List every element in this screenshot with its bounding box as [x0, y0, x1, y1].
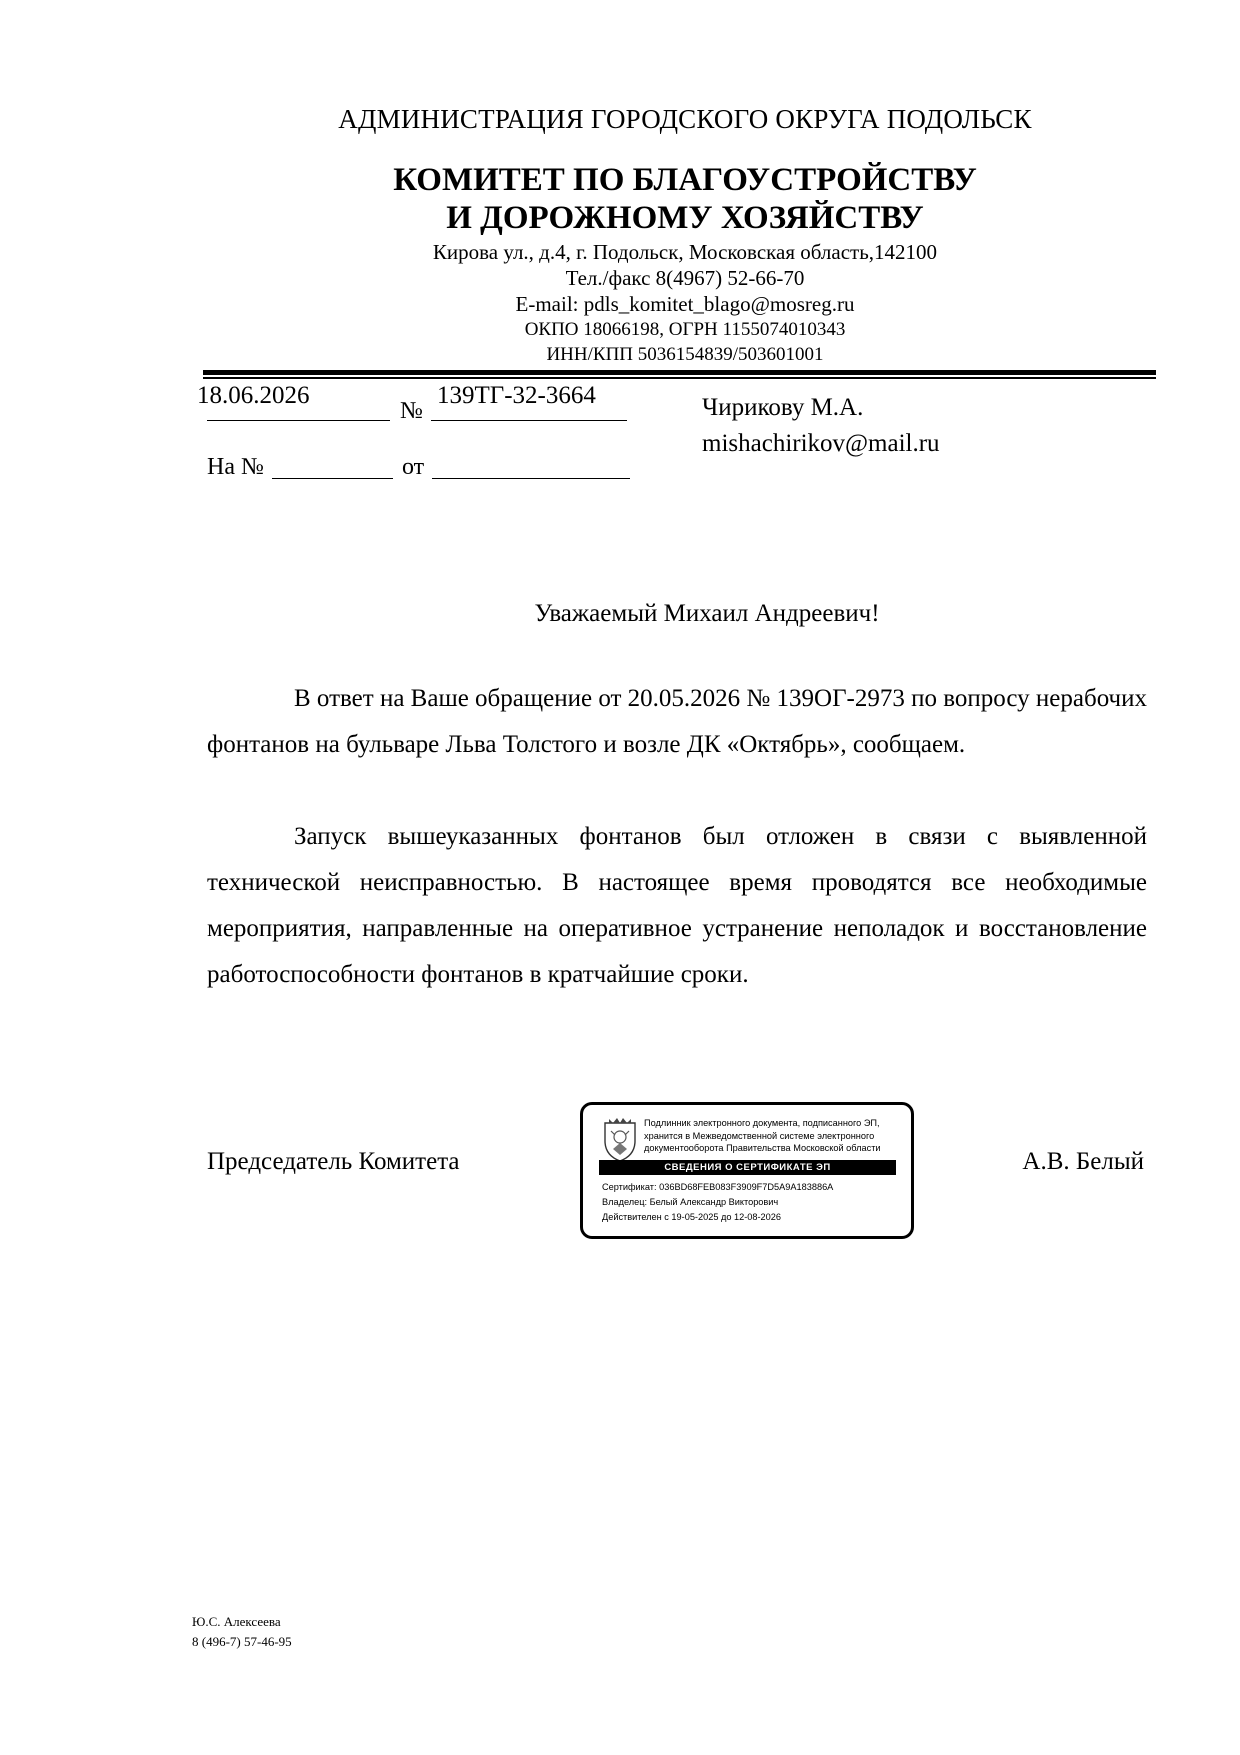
moscow-oblast-coat-of-arms-icon — [601, 1117, 639, 1163]
committee-title-line1: КОМИТЕТ ПО БЛАГОУСТРОЙСТВУ — [393, 162, 977, 198]
outgoing-date: 18.06.2026 — [197, 382, 310, 409]
committee-inn-kpp: ИНН/КПП 5036154839/503601001 — [546, 344, 824, 365]
committee-email: E-mail: pdls_komitet_blago@mosreg.ru — [515, 292, 855, 316]
reference-number-label: На № — [207, 454, 264, 480]
committee-address: Кирова ул., д.4, г. Подольск, Московская область,142100 — [432, 240, 938, 264]
administration-title: АДМИНИСТРАЦИЯ ГОРОДСКОГО ОКРУГА ПОДОЛЬСК — [338, 104, 1032, 134]
reference-from-label: от — [402, 454, 425, 480]
outgoing-number: 139ТГ-32-3664 — [437, 382, 596, 409]
date-underline — [207, 420, 390, 421]
committee-phone: Тел./факс 8(4967) 52-66-70 — [565, 266, 805, 290]
stamp-owner: Владелец: Белый Александр Викторович — [602, 1197, 779, 1207]
number-sign: № — [400, 398, 423, 424]
greeting: Уважаемый Михаил Андреевич! — [534, 600, 880, 627]
reference-number-underline — [272, 478, 393, 479]
stamp-notice: Подлинник электронного документа, подписанного ЭП, хранится в Межведомственной системе электронного документооборота Правительства Московской области — [644, 1118, 881, 1153]
number-underline — [431, 420, 627, 421]
signatory-name: А.В. Белый — [1022, 1148, 1144, 1175]
body-paragraph-1: В ответ на Ваше обращение от 20.05.2026 № 139ОГ-2973 по вопросу нерабочих фонтанов на бульваре Льва Толстого и возле ДК «Октябрь», сообщаем. — [207, 685, 1147, 758]
addressee-name: Чирикову М.А. — [702, 394, 864, 421]
electronic-signature-stamp — [580, 1102, 914, 1239]
stamp-certificate-id: Сертификат: 036BD68FEB083F3909F7D5A9A183886A — [602, 1182, 834, 1192]
signatory-position: Председатель Комитета — [207, 1148, 460, 1175]
executor-phone: 8 (496-7) 57-46-95 — [192, 1634, 292, 1649]
letterhead-divider-thick — [203, 370, 1156, 375]
executor-name: Ю.С. Алексеева — [192, 1614, 281, 1629]
stamp-validity: Действителен с 19-05-2025 до 12-08-2026 — [602, 1212, 781, 1222]
letterhead-divider-thin — [203, 377, 1156, 379]
body-paragraph-2: Запуск вышеуказанных фонтанов был отложен в связи с выявленной технической неисправностью. В настоящее время проводятся все необходимые мероприятия, направленные на оперативное устранение неполадок и восстановление работоспособности фонтанов в кратчайшие сроки. — [207, 823, 1147, 988]
stamp-certificate-header: СВЕДЕНИЯ О СЕРТИФИКАТЕ ЭП — [599, 1160, 896, 1175]
reference-date-underline — [432, 478, 630, 479]
committee-okpo-ogrn: ОКПО 18066198, ОГРН 1155074010343 — [524, 319, 846, 340]
addressee-email: mishachirikov@mail.ru — [702, 430, 940, 457]
committee-title-line2: И ДОРОЖНОМУ ХОЗЯЙСТВУ — [446, 200, 924, 236]
